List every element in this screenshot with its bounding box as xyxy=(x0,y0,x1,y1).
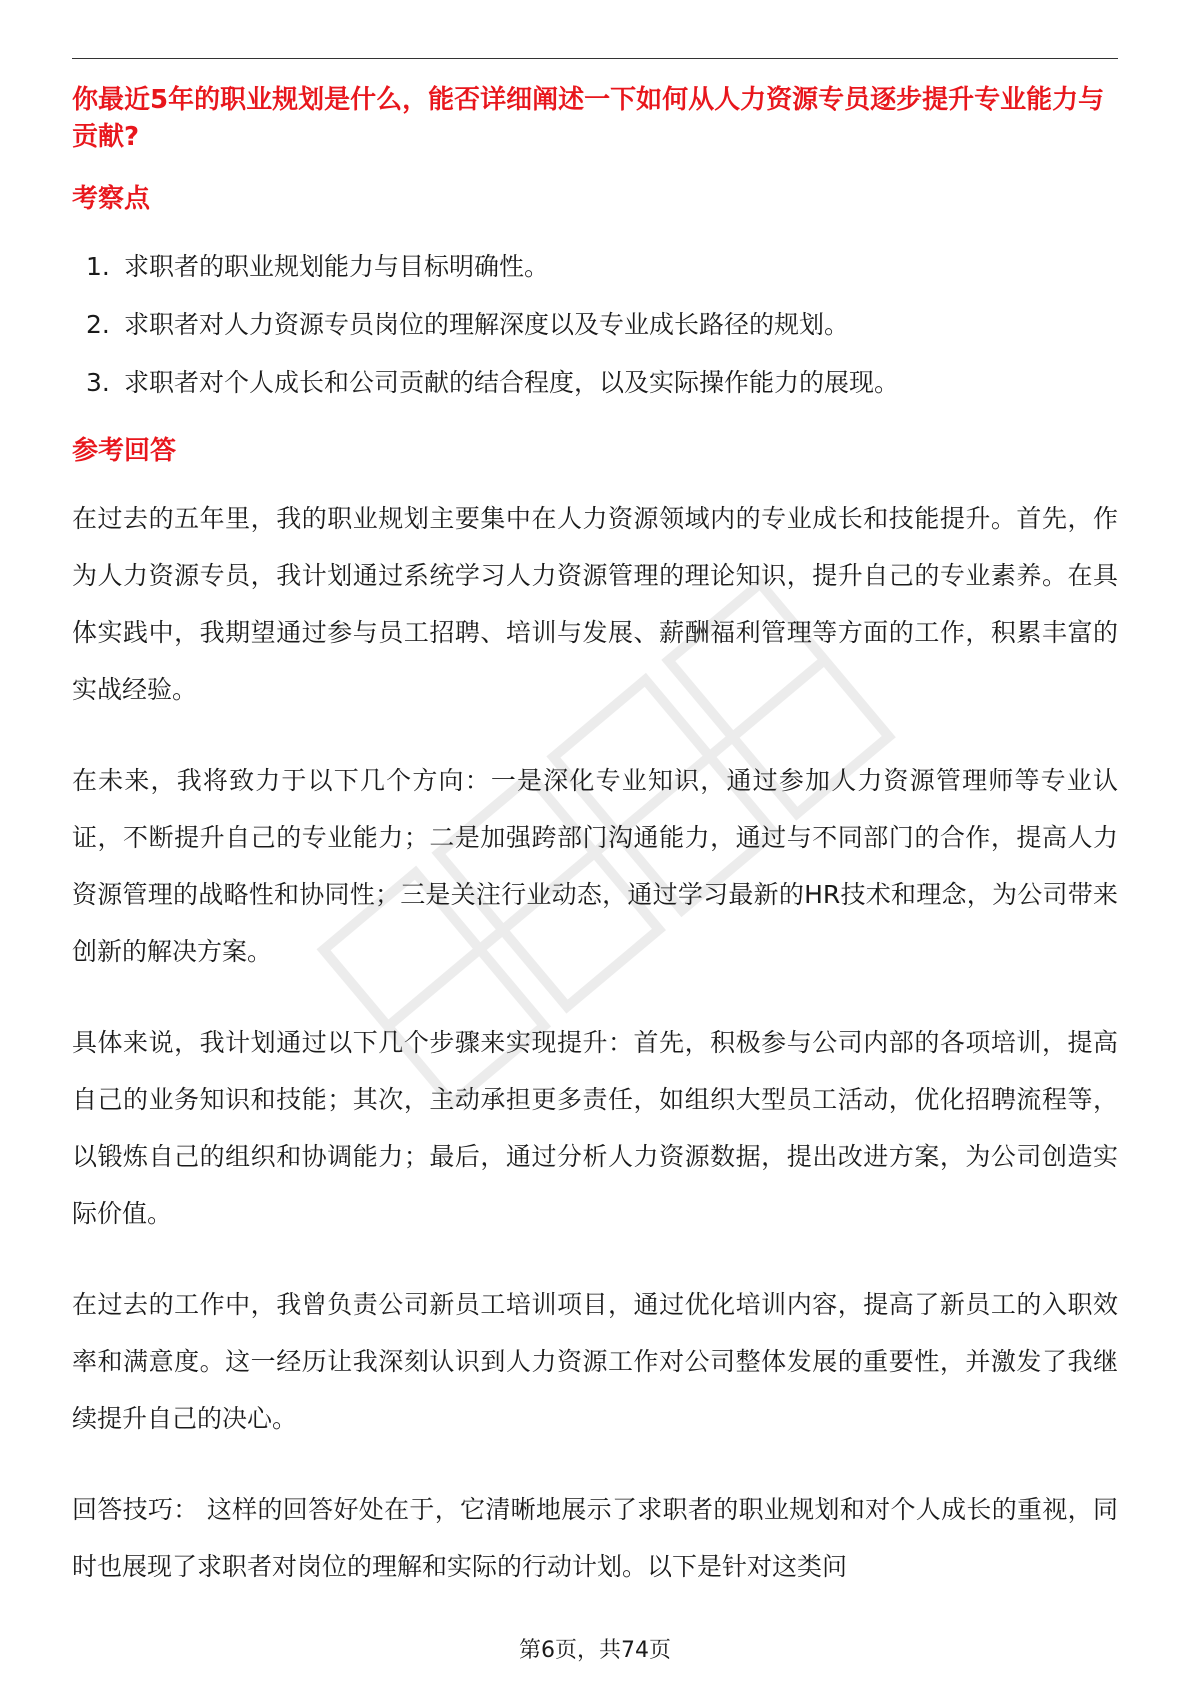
answer-paragraph: 具体来说，我计划通过以下几个步骤来实现提升：首先，积极参与公司内部的各项培训，提高自己的业务知识和技能；其次，主动承担更多责任，如组织大型员工活动，优化招聘流程等，以锻炼自己的组织和协调能力；最后，通过分析人力资源数据，提出改进方案，为公司创造实际价值。 xyxy=(72,1028,1118,1228)
document-content xyxy=(72,82,1118,1595)
evaluation-point xyxy=(72,354,1118,412)
list-number: 3. xyxy=(86,368,110,397)
answer-tips-paragraph: 回答技巧： 这样的回答好处在于，它清晰地展示了求职者的职业规划和对个人成长的重视，同时也展现了求职者对岗位的理解和实际的行动计划。以下是针对这类问 xyxy=(72,1495,1118,1581)
evaluation-point xyxy=(72,296,1118,354)
interview-question: 你最近5年的职业规划是什么，能否详细阐述一下如何从人力资源专员逐步提升专业能力与贡献? xyxy=(72,85,1105,152)
page-number-footer: 第6页，共74页 xyxy=(519,1638,671,1663)
evaluation-point xyxy=(72,238,1118,296)
evaluation-point-text: 求职者对个人成长和公司贡献的结合程度，以及实际操作能力的展现。 xyxy=(124,368,900,397)
answer-paragraph: 在过去的五年里，我的职业规划主要集中在人力资源领域内的专业成长和技能提升。首先，作为人力资源专员，我计划通过系统学习人力资源管理的理论知识，提升自己的专业素养。在具体实践中，我期望通过参与员工招聘、培训与发展、薪酬福利管理等方面的工作，积累丰富的实战经验。 xyxy=(72,504,1118,704)
top-divider xyxy=(72,58,1118,59)
evaluation-point-text: 求职者的职业规划能力与目标明确性。 xyxy=(124,252,550,281)
evaluation-heading: 考察点 xyxy=(72,184,151,214)
answer-heading: 参考回答 xyxy=(72,436,177,466)
list-number: 1. xyxy=(86,252,110,281)
answer-paragraph: 在未来，我将致力于以下几个方向：一是深化专业知识，通过参加人力资源管理师等专业认证，不断提升自己的专业能力；二是加强跨部门沟通能力，通过与不同部门的合作，提高人力资源管理的战略性和协同性；三是关注行业动态，通过学习最新的HR技术和理念，为公司带来创新的解决方案。 xyxy=(72,766,1118,966)
evaluation-points-list xyxy=(72,238,1118,412)
list-number: 2. xyxy=(86,310,110,339)
answer-paragraph: 在过去的工作中，我曾负责公司新员工培训项目，通过优化培训内容，提高了新员工的入职效率和满意度。这一经历让我深刻认识到人力资源工作对公司整体发展的重要性，并激发了我继续提升自己的决心。 xyxy=(72,1290,1118,1433)
evaluation-point-text: 求职者对人力资源专员岗位的理解深度以及专业成长路径的规划。 xyxy=(124,310,850,339)
